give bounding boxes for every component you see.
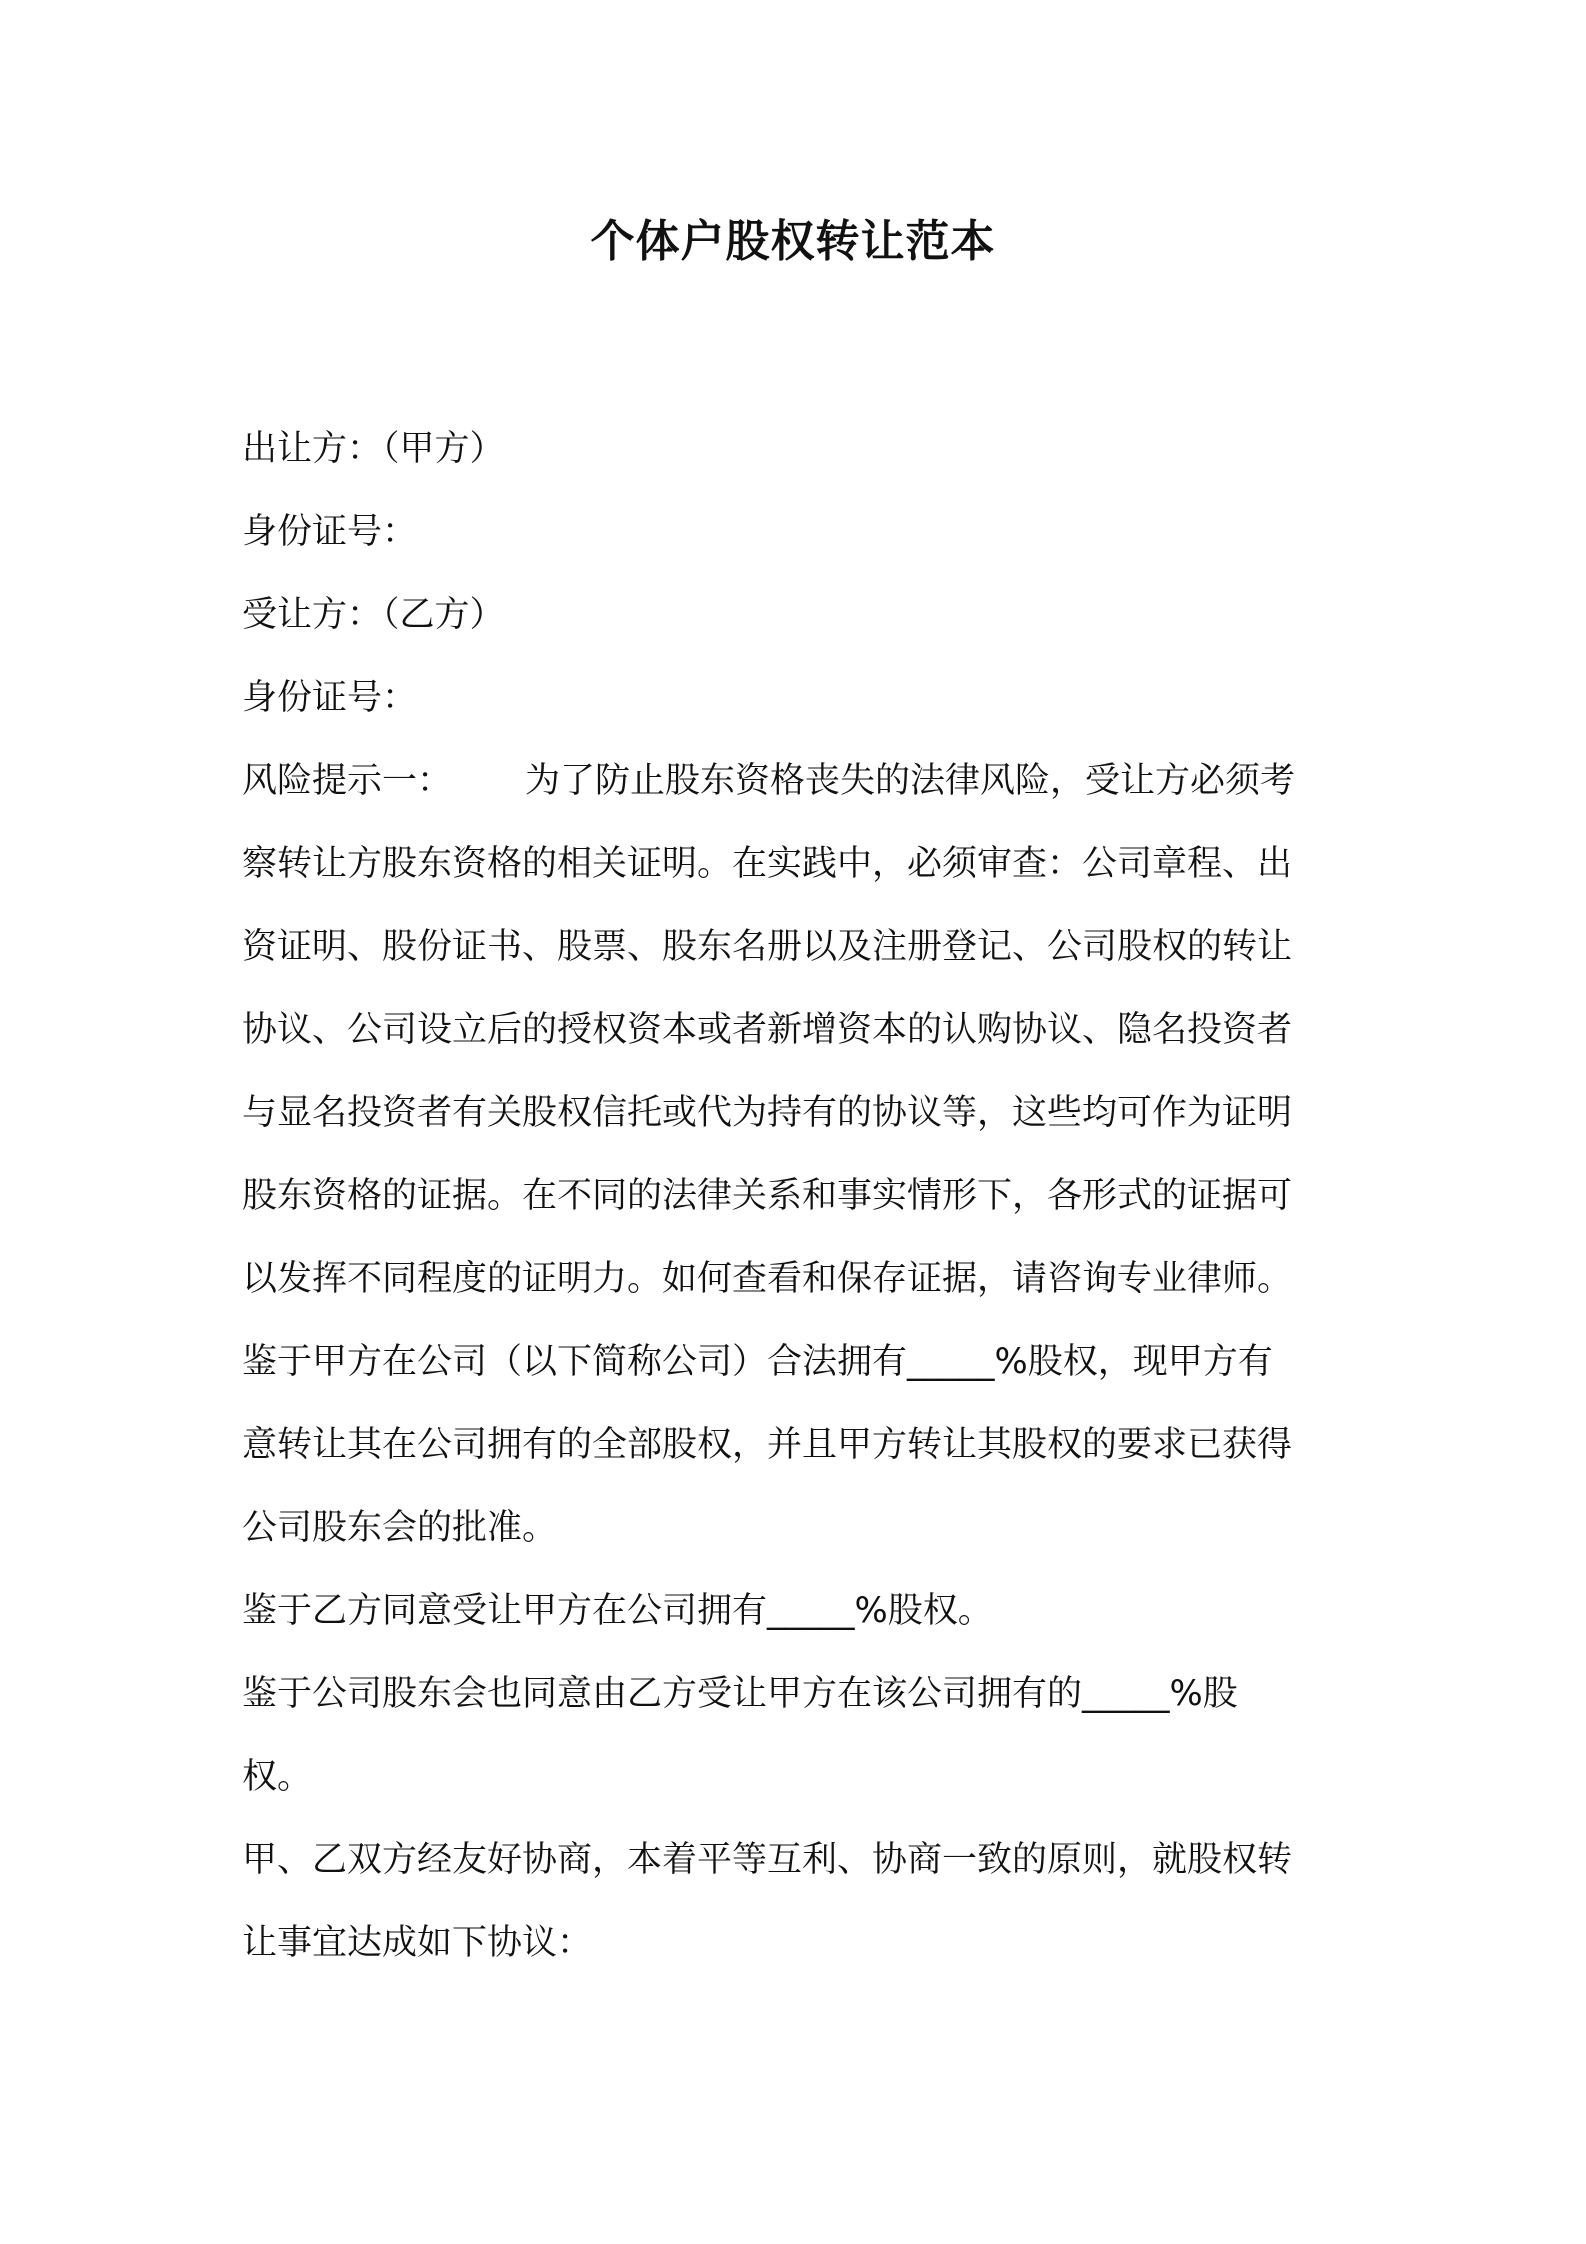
- transferor-id-label: 身份证号：: [242, 512, 418, 552]
- whereas-3-line: 权。: [242, 1757, 313, 1797]
- whereas-1-line: 意转让其在公司拥有的全部股权，并且甲方转让其股权的要求已获得: [242, 1425, 1293, 1465]
- risk-paragraph-line: 协议、公司设立后的授权资本或者新增资本的认购协议、隐名投资者: [242, 1010, 1293, 1050]
- risk-heading: 风险提示一：: [242, 761, 453, 801]
- whereas-2-line: 鉴于乙方同意受让甲方在公司拥有_____%股权。: [242, 1591, 993, 1631]
- whereas-1-line: 鉴于甲方在公司（以下简称公司）合法拥有_____%股权，现甲方有: [242, 1342, 1273, 1382]
- transferee-label: 受让方：（乙方）: [242, 595, 505, 635]
- risk-paragraph-line: 与显名投资者有关股权信托或代为持有的协议等，这些均可作为证明: [242, 1093, 1293, 1133]
- document-title: 个体户股权转让范本: [590, 216, 996, 267]
- risk-paragraph-line: [242, 740, 1352, 823]
- transferor-label: 出让方：（甲方）: [242, 429, 505, 469]
- risk-paragraph-line: 以发挥不同程度的证明力。如何查看和保存证据，请咨询专业律师。: [242, 1259, 1293, 1299]
- transferee-id-label: 身份证号：: [242, 678, 418, 718]
- risk-paragraph-line: 股东资格的证据。在不同的法律关系和事实情形下，各形式的证据可: [242, 1176, 1293, 1216]
- risk-paragraph-line: 资证明、股份证书、股票、股东名册以及注册登记、公司股权的转让: [242, 927, 1293, 967]
- document-body: [242, 408, 1352, 1985]
- agreement-line: 让事宜达成如下协议：: [242, 1923, 593, 1963]
- risk-text: 为了防止股东资格丧失的法律风险，受让方必须考: [525, 761, 1296, 801]
- whereas-3-line: 鉴于公司股东会也同意由乙方受让甲方在该公司拥有的_____%股: [242, 1674, 1238, 1714]
- whereas-1-line: 公司股东会的批准。: [242, 1508, 558, 1548]
- risk-paragraph-line: 察转让方股东资格的相关证明。在实践中，必须审查：公司章程、出: [242, 844, 1293, 884]
- agreement-line: 甲、乙双方经友好协商，本着平等互利、协商一致的原则，就股权转: [242, 1840, 1293, 1880]
